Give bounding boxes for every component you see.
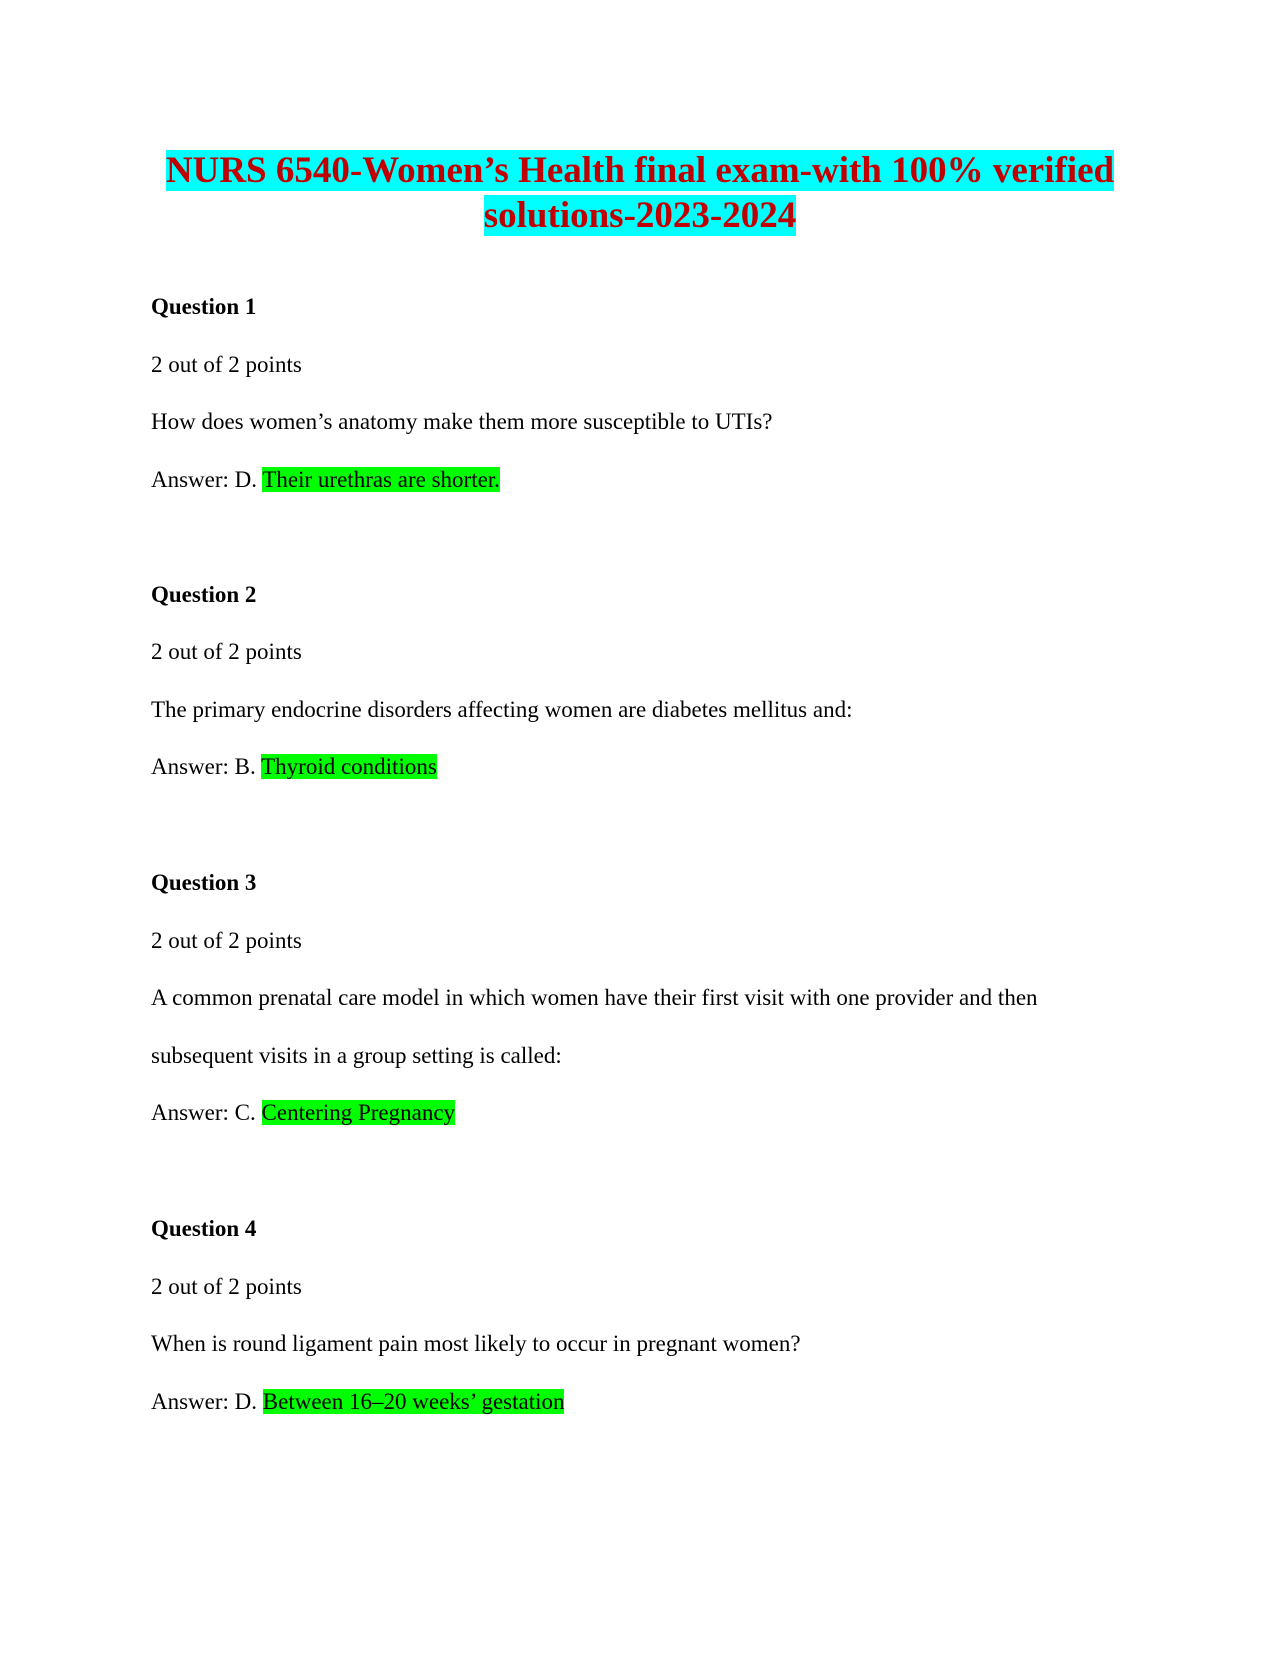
question-points: 2 out of 2 points bbox=[151, 928, 302, 953]
answer-prefix: Answer: D. bbox=[151, 1389, 263, 1414]
question-heading: Question 4 bbox=[151, 1216, 257, 1241]
answer-line bbox=[151, 754, 437, 780]
answer-line bbox=[151, 1100, 455, 1126]
answer-highlight: Their urethras are shorter. bbox=[262, 467, 500, 492]
question-heading: Question 2 bbox=[151, 582, 257, 607]
answer-prefix: Answer: B. bbox=[151, 754, 262, 779]
answer-line bbox=[151, 1389, 564, 1415]
question-points: 2 out of 2 points bbox=[151, 639, 302, 664]
question-prompt: The primary endocrine disorders affecting women are diabetes mellitus and: bbox=[151, 697, 853, 722]
answer-line bbox=[151, 467, 500, 493]
title-line-1: NURS 6540-Women’s Health final exam-with 100% verified bbox=[165, 150, 1115, 191]
question-prompt: How does women’s anatomy make them more susceptible to UTIs? bbox=[151, 409, 773, 434]
question-heading: Question 1 bbox=[151, 294, 257, 319]
answer-prefix: Answer: C. bbox=[151, 1100, 262, 1125]
title-line-2: solutions-2023-2024 bbox=[483, 195, 797, 236]
answer-highlight: Between 16–20 weeks’ gestation bbox=[262, 1389, 565, 1414]
question-points: 2 out of 2 points bbox=[151, 352, 302, 377]
document-title bbox=[140, 148, 1140, 238]
question-prompt-line-1: A common prenatal care model in which women have their first visit with one provider and then bbox=[151, 985, 1038, 1010]
answer-highlight: Centering Pregnancy bbox=[261, 1100, 456, 1125]
answer-highlight: Thyroid conditions bbox=[261, 754, 437, 779]
question-heading: Question 3 bbox=[151, 870, 257, 895]
question-prompt-line-2: subsequent visits in a group setting is called: bbox=[151, 1043, 562, 1068]
question-prompt: When is round ligament pain most likely to occur in pregnant women? bbox=[151, 1331, 801, 1356]
answer-prefix: Answer: D. bbox=[151, 467, 263, 492]
question-points: 2 out of 2 points bbox=[151, 1274, 302, 1299]
